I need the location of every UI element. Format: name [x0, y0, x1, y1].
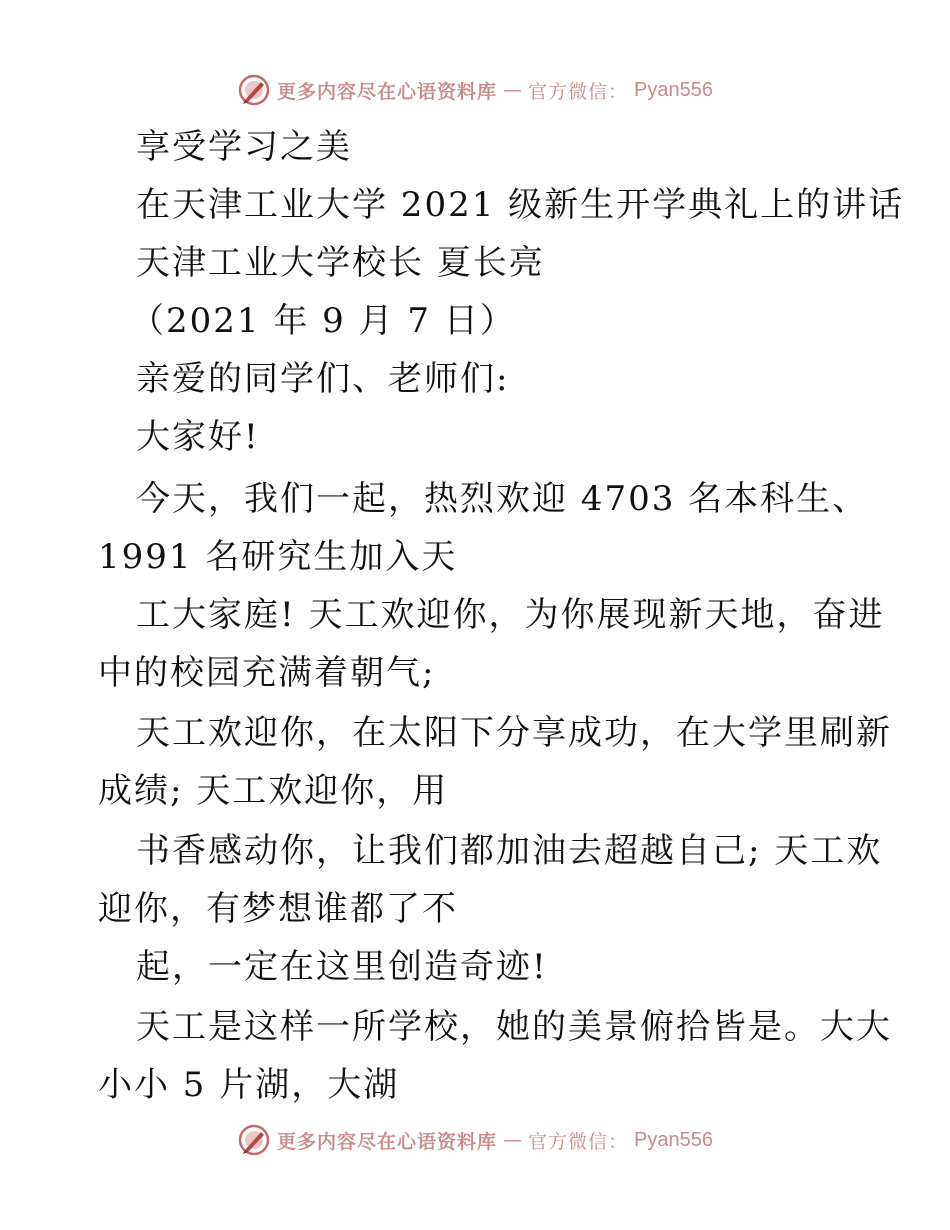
- paragraph-line: 今天，我们一起，热烈欢迎 4703 名本科生、: [136, 479, 869, 519]
- paragraph-line: 小小 5 片湖，大湖: [98, 1065, 400, 1105]
- paragraph-line: 迎你，有梦想谁都了不: [98, 889, 458, 929]
- watermark-title: 更多内容尽在心语资料库: [277, 80, 498, 103]
- watermark-wechat-label: 官方微信：: [528, 1130, 629, 1153]
- watermark-separator: —: [503, 1129, 523, 1151]
- pen-seal-logo-icon: [237, 1123, 271, 1157]
- watermark-title: 更多内容尽在心语资料库: [277, 1130, 498, 1153]
- paragraph-line: 中的校园充满着朝气;: [98, 653, 436, 693]
- watermark-wechat-id: Pyan556: [634, 78, 713, 101]
- watermark-separator: —: [503, 79, 523, 101]
- footer-watermark: [0, 1120, 950, 1160]
- paragraph-line: 天工是这样一所学校，她的美景俯拾皆是。大大: [136, 1007, 892, 1047]
- pen-seal-logo-icon: [237, 73, 271, 107]
- header-watermark: [0, 70, 950, 110]
- watermark-wechat-id: Pyan556: [634, 1128, 713, 1151]
- paragraph-line: 天工欢迎你，在太阳下分享成功，在大学里刷新: [136, 713, 892, 753]
- document-title: 享受学习之美: [136, 127, 352, 167]
- paragraph-line: 起，一定在这里创造奇迹!: [136, 947, 548, 987]
- paragraph-line: 1991 名研究生加入天: [98, 537, 458, 577]
- document-subtitle: 在天津工业大学 2021 级新生开学典礼上的讲话: [136, 185, 905, 225]
- salutation: 亲爱的同学们、老师们:: [136, 359, 510, 399]
- paragraph-line: 书香感动你，让我们都加油去超越自己; 天工欢: [136, 831, 883, 871]
- watermark-wechat-label: 官方微信：: [528, 80, 629, 103]
- document-date: （2021 年 9 月 7 日）: [130, 301, 516, 341]
- document-author: 天津工业大学校长 夏长亮: [136, 243, 545, 283]
- paragraph-line: 成绩; 天工欢迎你，用: [98, 771, 449, 811]
- greeting: 大家好!: [136, 417, 260, 457]
- paragraph-line: 工大家庭! 天工欢迎你，为你展现新天地，奋进: [136, 595, 885, 635]
